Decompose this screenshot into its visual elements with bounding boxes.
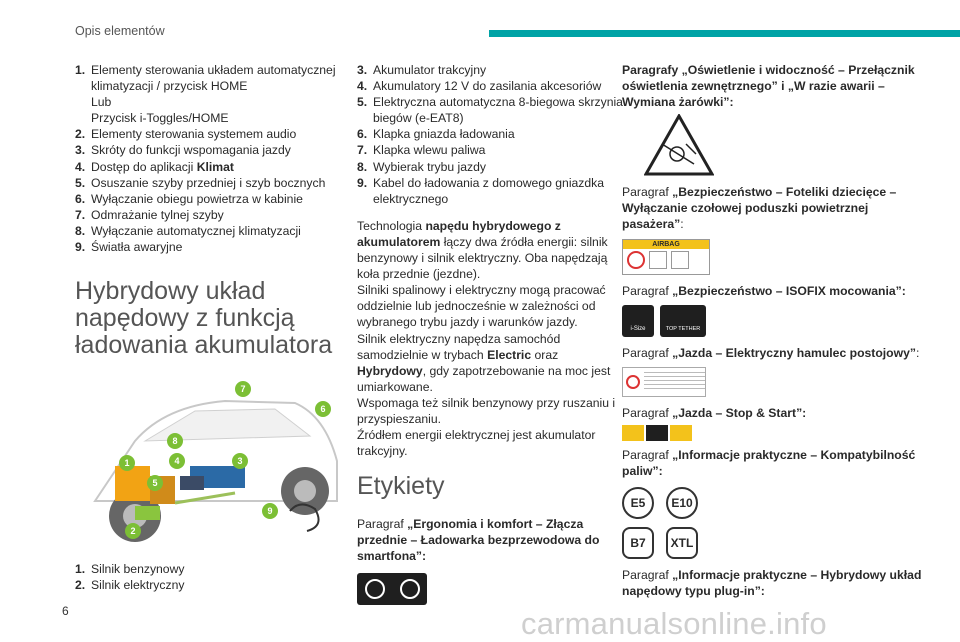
paragraph-label xyxy=(622,405,922,421)
list-item xyxy=(75,191,345,207)
parking-brake-label-icon xyxy=(622,367,706,397)
item-text-bold: Klimat xyxy=(196,159,234,174)
item-number: 7. xyxy=(75,207,86,222)
list-item xyxy=(75,239,345,255)
paragraph: Silniki spalinowy i elektryczny mogą pracować oddzielnie lub jednocześnie w zależności od wybranego trybu jazdy i warunków jazdy. xyxy=(357,283,606,330)
callout-1: 1 xyxy=(124,458,130,469)
bulb-warning-icon xyxy=(644,114,714,176)
isize-icon: i-Size xyxy=(622,305,654,337)
text-bold: „Bezpieczeństwo – ISOFIX mocowania”: xyxy=(672,283,906,298)
item-text: Osuszanie szyby przedniej i szyb bocznych xyxy=(91,175,326,190)
item-text: Lub xyxy=(91,95,112,110)
item-number: 8. xyxy=(357,159,368,174)
item-text: Wybierak trybu jazdy xyxy=(373,159,487,174)
item-number: 6. xyxy=(357,127,368,142)
item-text: Elementy sterowania systemem audio xyxy=(91,127,297,142)
item-text: Akumulatory 12 V do zasilania akcesoriów xyxy=(373,79,602,94)
airbag-label-icon xyxy=(622,239,710,275)
stop-start-label-icon xyxy=(622,425,692,441)
list-item xyxy=(75,142,345,158)
callout-8: 8 xyxy=(172,436,178,447)
column-1 xyxy=(75,62,345,593)
text: Paragraf xyxy=(622,283,673,298)
paragraph-technology xyxy=(357,218,627,282)
text-bold: „Jazda – Stop & Start”: xyxy=(672,405,807,420)
list-item xyxy=(357,94,627,126)
item-text: Akumulator trakcyjny xyxy=(373,63,487,77)
text: Silnik elektryczny napędza samochód samodzielnie w trybach xyxy=(357,331,561,362)
item-number: 5. xyxy=(75,175,86,190)
item-text: Światła awaryjne xyxy=(91,240,183,255)
list-item xyxy=(75,126,345,142)
text-bold: „Jazda – Elektryczny hamulec postojowy” xyxy=(672,345,916,360)
item-number: 4. xyxy=(357,79,368,94)
item-text: Dostęp do aplikacji xyxy=(91,159,197,174)
item-number: 4. xyxy=(75,159,86,174)
callout-5: 5 xyxy=(152,478,158,489)
item-number: 8. xyxy=(75,223,86,238)
list-item xyxy=(357,78,627,94)
page-number: 6 xyxy=(62,604,69,618)
item-text: Wyłączanie obiegu powietrza w kabinie xyxy=(91,191,303,206)
manual-icon xyxy=(671,251,689,269)
item-text: Skróty do funkcji wspomagania jazdy xyxy=(91,143,291,158)
item-text: Odmrażanie tylnej szyby xyxy=(91,207,224,222)
fuel-xtl-icon: XTL xyxy=(666,527,698,559)
list-item xyxy=(75,159,345,175)
isofix-labels xyxy=(622,305,922,337)
text: Paragraf xyxy=(622,447,673,462)
callout-7: 7 xyxy=(240,384,246,395)
top-tether-icon: TOP TETHER xyxy=(660,305,706,337)
list-item xyxy=(75,561,345,577)
list-item xyxy=(357,159,627,175)
item-number: 5. xyxy=(357,95,368,110)
text-bold: napędu hybrydowego z akumulatorem xyxy=(357,218,561,249)
list-item xyxy=(75,207,345,223)
column-3 xyxy=(622,62,922,599)
fuel-e10-icon: E10 xyxy=(666,487,698,519)
text-bold: „Informacje praktyczne – Hybrydowy układ napędowy typu plug-in”: xyxy=(622,568,922,599)
fuel-labels-row-2 xyxy=(622,527,922,559)
paragraph-label xyxy=(622,283,922,299)
fuel-b7-icon: B7 xyxy=(622,527,654,559)
section-heading-labels: Etykiety xyxy=(357,472,445,501)
item-text: Elektryczna automatyczna 8-biegowa skrzynia biegów (e-EAT8) xyxy=(373,95,623,126)
parking-brake-icon xyxy=(626,375,640,389)
electric-motor-icon xyxy=(135,506,160,520)
list-item xyxy=(75,62,345,126)
item-number: 3. xyxy=(75,143,86,158)
callout-4: 4 xyxy=(174,456,180,467)
hybrid-car-illustration xyxy=(75,381,345,551)
item-number: 2. xyxy=(75,578,86,593)
list-item xyxy=(357,142,627,158)
text: Technologia xyxy=(357,218,426,233)
fuel-labels-row-1 xyxy=(622,487,922,519)
paragraph-label xyxy=(622,62,922,110)
item-number: 2. xyxy=(75,127,86,142)
callout-3: 3 xyxy=(237,456,243,467)
text-bold: Electric xyxy=(487,347,532,362)
fuel-e5-icon: E5 xyxy=(622,487,654,519)
text: Paragraf xyxy=(622,405,673,420)
section-heading-hybrid: Hybrydowy układ napędowy z funkcją ładowania akumulatora xyxy=(75,277,333,360)
paragraph-label xyxy=(622,567,922,599)
list-item xyxy=(75,223,345,239)
text: Paragraf xyxy=(622,568,673,583)
item-number: 7. xyxy=(357,143,368,158)
text: oraz xyxy=(531,347,559,362)
paragraph-label xyxy=(622,447,922,479)
callout-6: 6 xyxy=(320,404,326,415)
item-text: Klapka gniazda ładowania xyxy=(373,127,515,142)
item-text: Kabel do ładowania z domowego gniazdka elektrycznego xyxy=(373,175,605,206)
column-2 xyxy=(357,62,627,615)
child-seat-icon xyxy=(649,251,667,269)
paragraph: Wspomaga też silnik benzynowy przy ruszaniu i przyspieszaniu. xyxy=(357,395,616,426)
item-number: 1. xyxy=(75,63,86,77)
text: , gdy zapotrzebowanie na moc jest umiarkowane. xyxy=(357,363,611,394)
text: : xyxy=(915,345,920,360)
item-text: Przycisk i-Toggles/HOME xyxy=(91,111,229,126)
list-item xyxy=(357,126,627,142)
item-text: Silnik benzynowy xyxy=(91,562,185,577)
item-text: Wyłączanie automatycznej klimatyzacji xyxy=(91,223,301,238)
header-title: Opis elementów xyxy=(75,24,165,38)
text: Paragraf xyxy=(622,185,673,200)
no-child-seat-icon xyxy=(627,251,645,269)
paragraph xyxy=(357,331,627,395)
item-number: 1. xyxy=(75,562,86,577)
text: Paragraf xyxy=(357,517,408,532)
item-text: Silnik elektryczny xyxy=(91,578,185,593)
item-text: Elementy sterowania układem automatycznej klimatyzacji / przycisk HOME xyxy=(91,63,336,94)
text-bold: Hybrydowy xyxy=(357,363,423,378)
list-item xyxy=(75,175,345,191)
watermark: carmanualsonline.info xyxy=(521,606,827,641)
item-number: 3. xyxy=(357,63,368,77)
text: Paragraf xyxy=(622,345,673,360)
paragraph-label xyxy=(622,184,922,232)
list-item xyxy=(357,175,627,207)
text: łączy dwa źródła energii: silnik benzynowy i silnik elektryczny. Oba napędzają koła przednie (jezdne). xyxy=(357,234,608,282)
list-item xyxy=(75,577,345,593)
paragraph-label xyxy=(622,345,922,361)
paragraph-label xyxy=(357,516,627,564)
paragraph: Źródłem energii elektrycznej jest akumulator trakcyjny. xyxy=(357,428,596,459)
item-text: Klapka wlewu paliwa xyxy=(373,143,486,158)
airbag-label-text: AIRBAG xyxy=(623,240,709,249)
list-item xyxy=(357,62,627,78)
wireless-charging-warning-icon xyxy=(357,573,427,605)
text-bold: „Ergonomia i komfort – Złącza przednie – Ładowarka bezprzewodowa do smartfona”: xyxy=(357,517,600,564)
header-accent-bar xyxy=(489,30,960,37)
text-bold: „Bezpieczeństwo – Foteliki dziecięce – Wyłączanie czołowej poduszki powietrznej pasażera” xyxy=(622,185,897,232)
petrol-engine-icon xyxy=(115,466,150,501)
item-number: 9. xyxy=(357,175,368,190)
callout-2: 2 xyxy=(130,526,136,537)
text-bold: Paragrafy „Oświetlenie i widoczność – Przełącznik oświetlenia zewnętrznego” i „W razie awarii – Wymiana żarówki”: xyxy=(622,63,915,110)
callout-9: 9 xyxy=(267,506,273,517)
text: : xyxy=(680,217,684,232)
item-number: 9. xyxy=(75,240,86,255)
wireless-charger-labels xyxy=(357,573,627,605)
item-number: 6. xyxy=(75,191,86,206)
text-bold: „Informacje praktyczne – Kompatybilność paliw”: xyxy=(622,447,916,478)
